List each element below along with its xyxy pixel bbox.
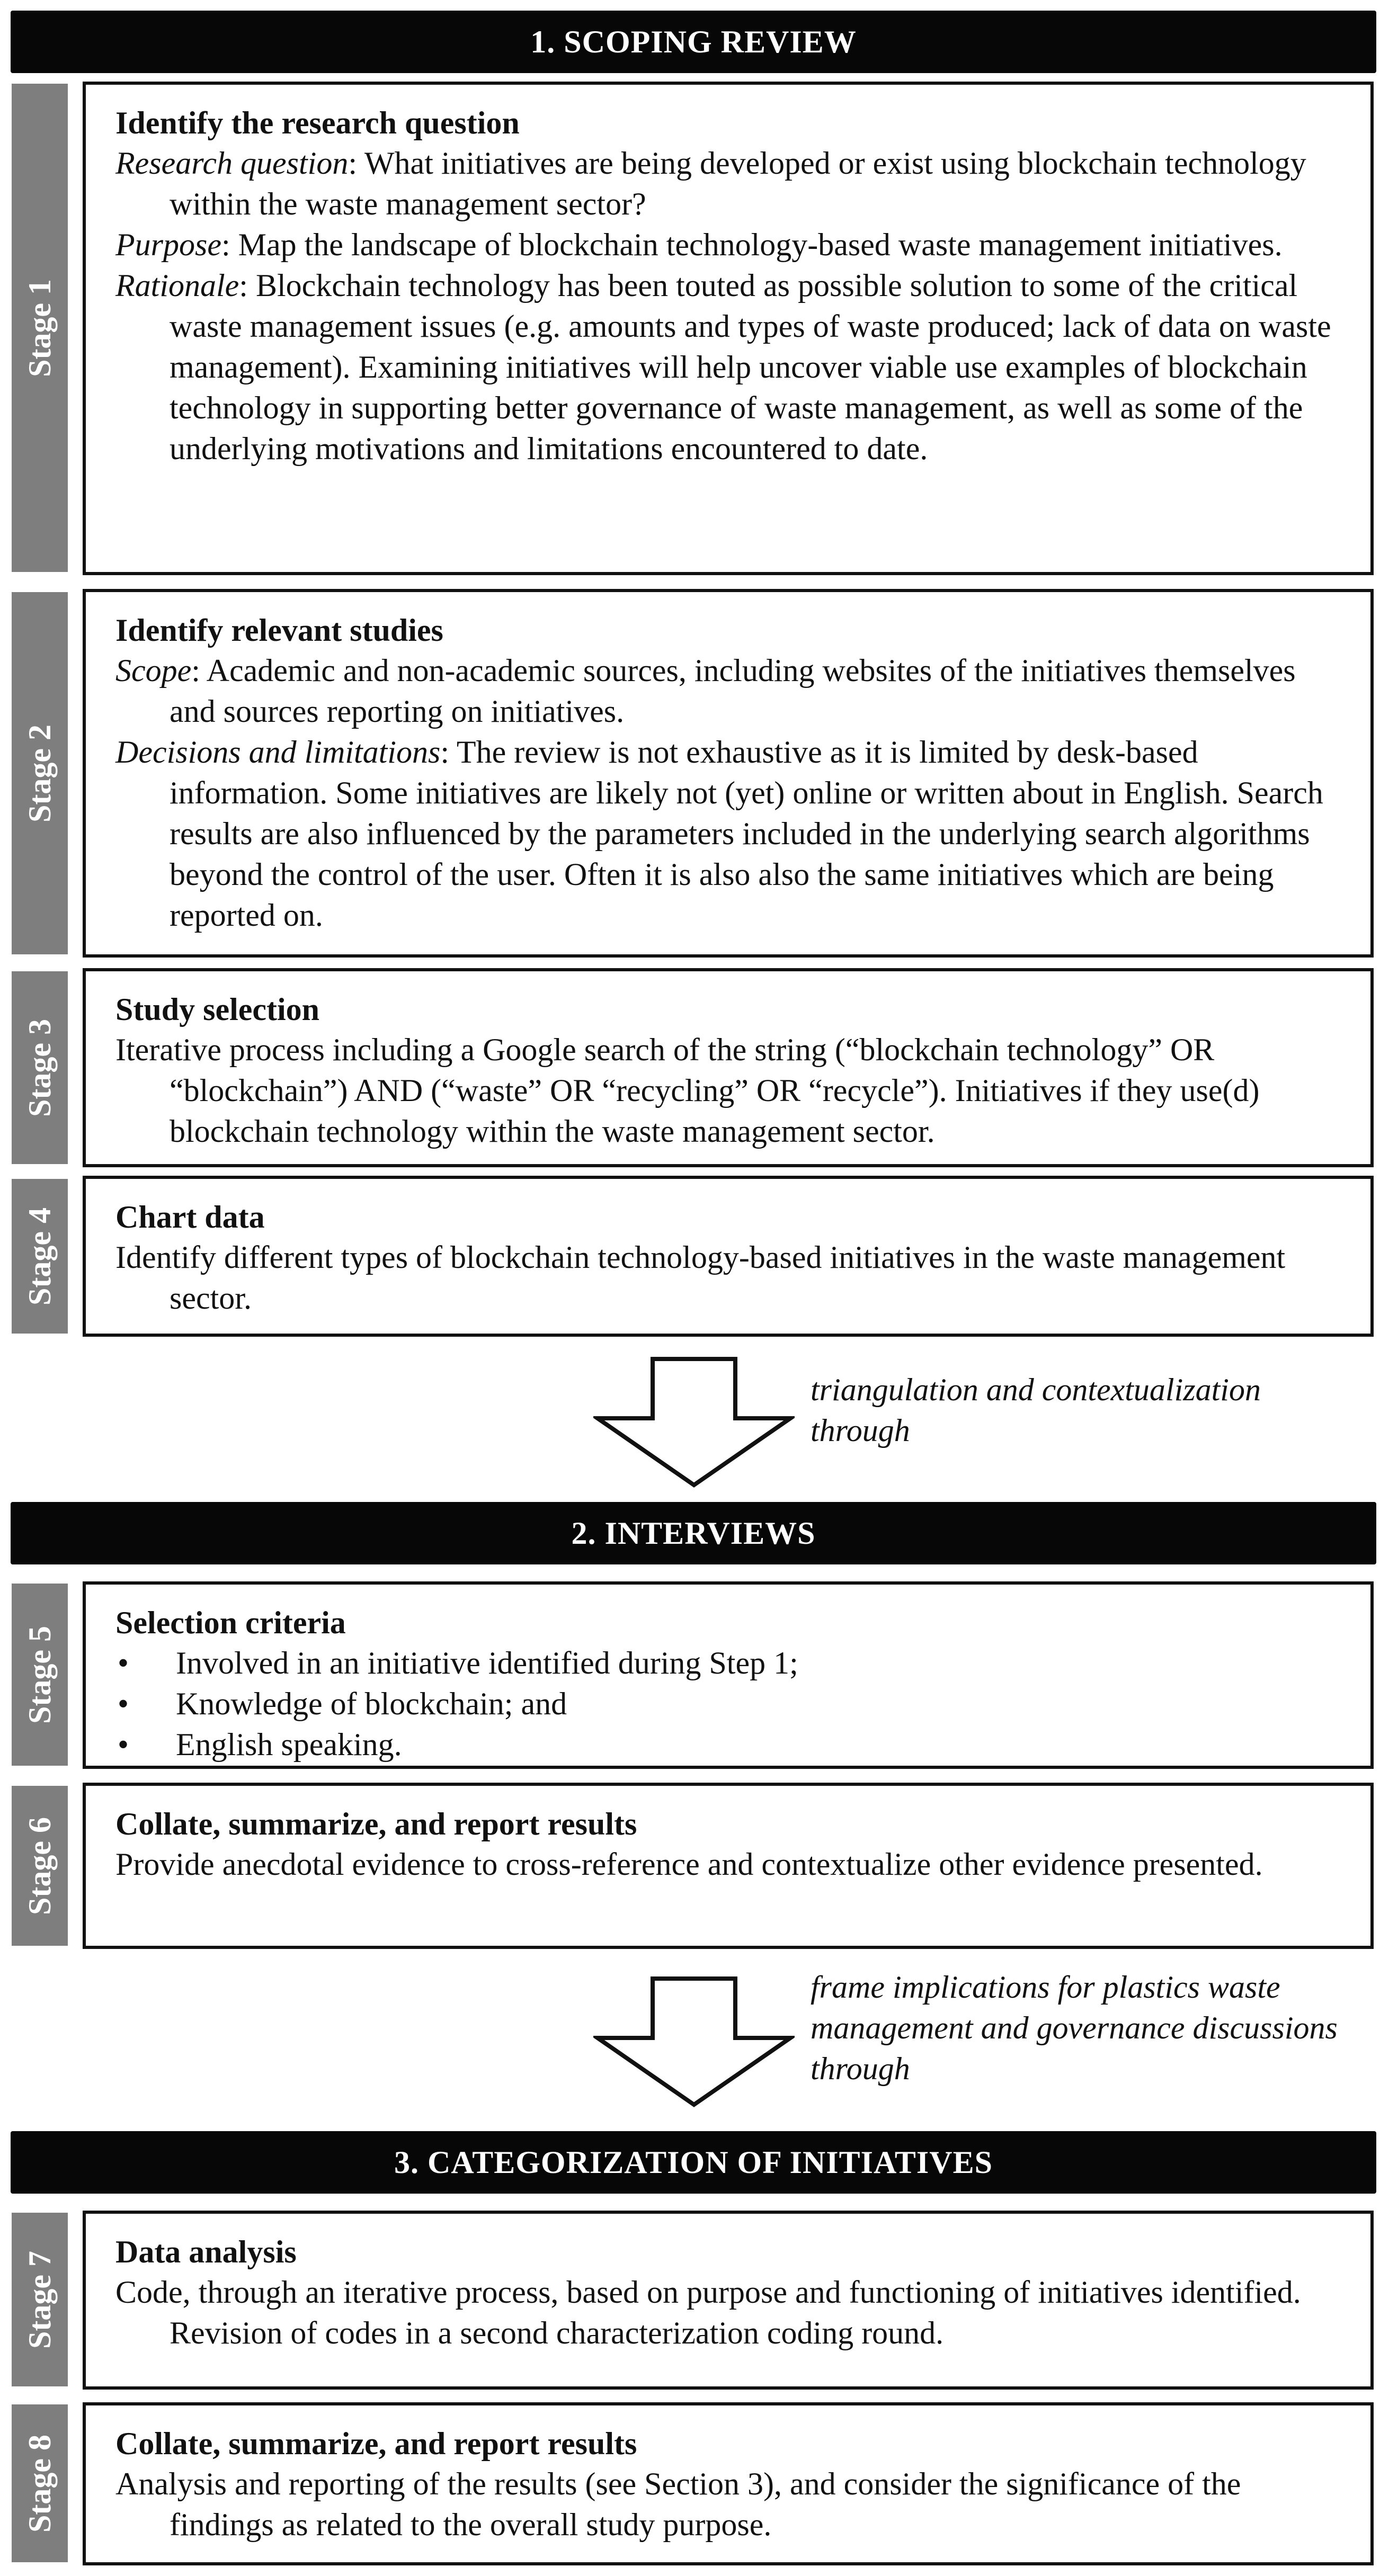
paragraph-text: Code, through an iterative process, based on purpose and functioning of initiatives identified. Revision of codes in a second characterization coding round. [115,2275,1301,2350]
connector-note: triangulation and contextualization through [811,1372,1261,1448]
stage-paragraph [115,2272,1349,2354]
phase-header-scoping-review: 1. SCOPING REVIEW [11,11,1376,73]
paragraph-text: Provide anecdotal evidence to cross-reference and contextualize other evidence presented. [115,1847,1263,1882]
down-arrow-icon [593,1975,795,2108]
stage-paragraph [115,143,1349,225]
stage-paragraph [115,265,1349,469]
stage-title: Identify the research question [115,105,520,140]
stage-label: Stage 2 [22,724,57,822]
list-item [115,1724,1349,1765]
stage-title: Selection criteria [115,1605,346,1640]
paragraph-text: Identify different types of blockchain technology-based initiatives in the waste management sector. [115,1240,1286,1316]
stage-label: Stage 6 [22,1817,57,1915]
stage-paragraph [115,2464,1349,2545]
stage-tab-2 [12,592,68,954]
paragraph-lead: Research question [115,146,349,181]
bullet-icon: • [118,1686,129,1721]
stage-label: Stage 7 [22,2250,57,2349]
stage-tab-3 [12,971,68,1164]
stage-box-2 [83,589,1374,958]
bullet-icon: • [118,1727,129,1762]
stage-box-7 [83,2211,1374,2390]
list-item-text: Involved in an initiative identified during Step 1; [176,1645,798,1680]
stage-box-1 [83,82,1374,575]
paragraph-lead: Rationale [115,268,239,303]
paragraph-text: : What initiatives are being developed or exist using blockchain technology within the waste management sector? [170,146,1306,221]
stage-label: Stage 1 [22,279,57,377]
stage-title: Collate, summarize, and report results [115,1806,637,1841]
paragraph-text: Iterative process including a Google search of the string (“blockchain technology” OR “blockchain”) AND (“waste” OR “recycling” OR “recycle”). Initiatives if they use(d) blockchain technology within the waste management sector. [115,1032,1260,1149]
stage-tab-1 [12,84,68,572]
stage-title: Identify relevant studies [115,613,443,648]
bullet-icon: • [118,1645,129,1680]
stage-box-5 [83,1581,1374,1769]
stage-label: Stage 5 [22,1625,57,1724]
stage-paragraph [115,650,1349,732]
stage-title: Study selection [115,992,320,1027]
paragraph-text: : Map the landscape of blockchain technology-based waste management initiatives. [221,227,1283,262]
down-arrow-icon [593,1356,795,1488]
stage-tab-4 [12,1179,68,1334]
paragraph-text: : The review is not exhaustive as it is limited by desk-based information. Some initiatives are likely not (yet) online or written about in English. Search results are also influenced by the parameters included in the underlying search algorithms beyond the control of the user. Often it is also also the same initiatives which are being reported on. [170,735,1323,933]
paragraph-text: : Blockchain technology has been touted as possible solution to some of the critical waste management issues (e.g. amounts and types of waste produced; lack of data on waste management). Examining initiatives will help uncover viable use examples of blockchain technology in supporting better governance of waste management, as well as some of the underlying motivations and limitations encountered to date. [170,268,1331,466]
list-item [115,1643,1349,1684]
stage-tab-7 [12,2213,68,2386]
paragraph-text: Analysis and reporting of the results (see Section 3), and consider the significance of the findings as related to the overall study purpose. [115,2466,1241,2542]
stage-label: Stage 3 [22,1018,57,1117]
stage-title: Collate, summarize, and report results [115,2426,637,2461]
stage-box-8 [83,2402,1374,2565]
list-item-text: Knowledge of blockchain; and [176,1686,567,1721]
stage-box-6 [83,1783,1374,1949]
list-item-text: English speaking. [176,1727,402,1762]
stage-label: Stage 8 [22,2434,57,2533]
stage-paragraph [115,225,1349,265]
stage-paragraph [115,1030,1349,1152]
phase-header-categorization: 3. CATEGORIZATION OF INITIATIVES [11,2131,1376,2194]
paragraph-lead: Scope [115,653,192,688]
stage-label: Stage 4 [22,1207,57,1305]
connector-note: frame implications for plastics waste management and governance discussions through [811,1970,1338,2086]
stage-box-4 [83,1176,1374,1337]
list-item [115,1684,1349,1724]
stage-tab-6 [12,1786,68,1946]
stage-paragraph [115,1844,1349,1885]
stage-tab-5 [12,1584,68,1766]
phase-header-interviews: 2. INTERVIEWS [11,1502,1376,1564]
stage-title: Chart data [115,1200,265,1235]
stage-box-3 [83,968,1374,1167]
paragraph-lead: Purpose [115,227,221,262]
stage-paragraph [115,732,1349,936]
paragraph-lead: Decisions and limitations [115,735,441,770]
stage-title: Data analysis [115,2234,297,2269]
stage-tab-8 [12,2404,68,2562]
paragraph-text: : Academic and non-academic sources, including websites of the initiatives themselves and sources reporting on initiatives. [170,653,1296,729]
stage-paragraph [115,1237,1349,1319]
